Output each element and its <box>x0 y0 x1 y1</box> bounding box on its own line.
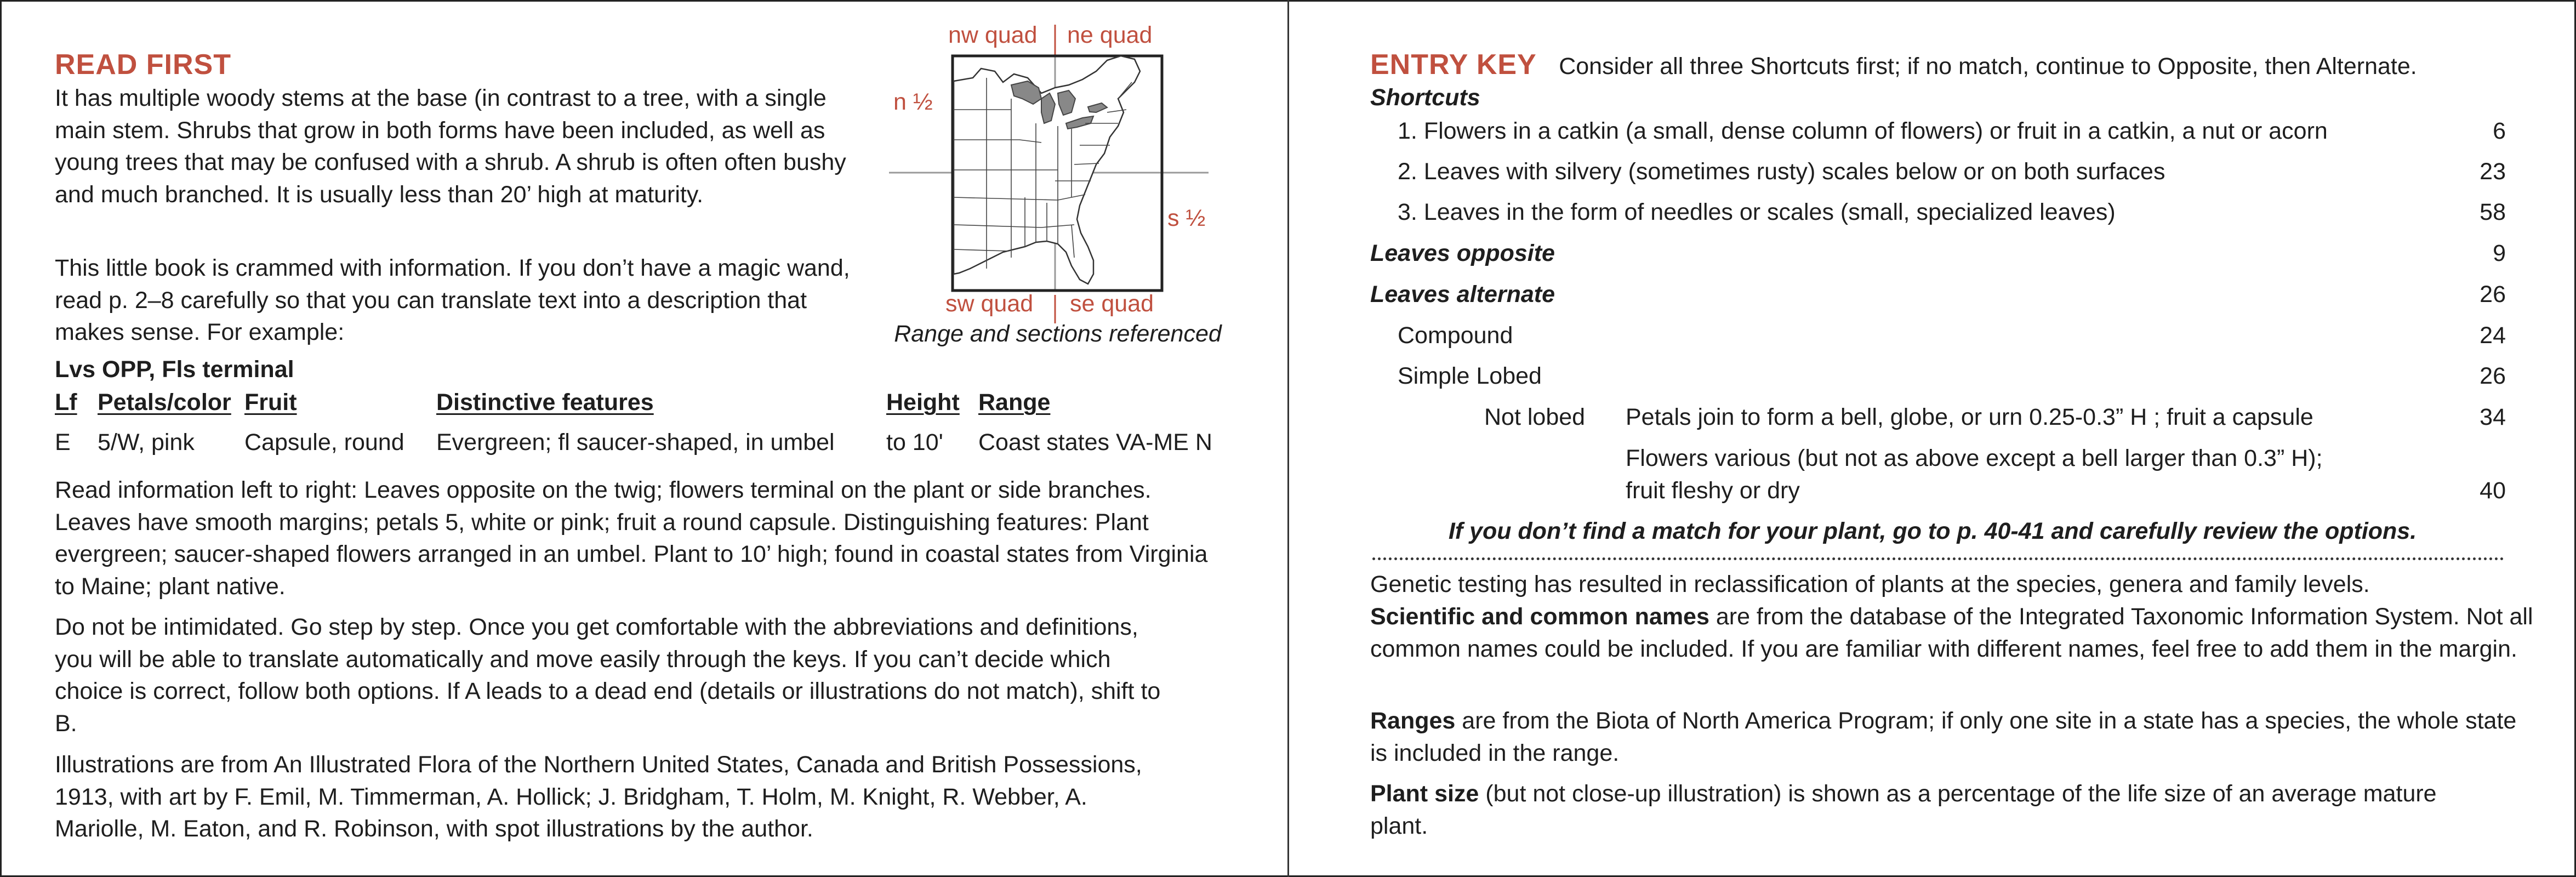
simple-lobed-label: Simple Lobed <box>1398 363 1542 389</box>
shortcut-page: 58 <box>2480 199 2506 225</box>
ranges-paragraph <box>1370 705 2521 769</box>
not-lobed-page-2: 40 <box>2480 477 2506 504</box>
ne-quad-label: ne quad <box>1067 22 1153 48</box>
example-cell-lf: E <box>55 429 71 455</box>
book-paragraph: This little book is crammed with information. If you don’t have a magic wand, read p. 2–8 carefully so that you can translate text into a description that makes sense. For example: <box>55 255 850 345</box>
eastern-us-map <box>877 16 1239 356</box>
n-half-label: n ½ <box>893 89 933 115</box>
size-bold: Plant size <box>1370 781 1479 807</box>
sw-quad-label: sw quad <box>945 291 1034 317</box>
names-bold: Scientific and common names <box>1370 603 1709 630</box>
shortcut-item: 3. Leaves in the form of needles or scales (small, specialized leaves) <box>1398 199 2116 225</box>
read-first-heading: READ FIRST <box>55 49 231 81</box>
leaves-alternate-label: Leaves alternate <box>1370 281 1555 307</box>
example-title: Lvs OPP, Fls terminal <box>55 356 294 383</box>
compound-page: 24 <box>2480 322 2506 349</box>
size-text: (but not close-up illustration) is shown as a percentage of the life size of an average mature plant. <box>1370 781 2437 839</box>
se-quad-label: se quad <box>1070 291 1154 317</box>
ranges-text: are from the Biota of North America Program; if only one site in a state has a species, the whole state is included in the range. <box>1370 708 2517 766</box>
no-match-note: If you don’t find a match for your plant, go to p. 40-41 and carefully review the options. <box>1448 518 2417 544</box>
left-page <box>0 0 1287 877</box>
dotted-separator <box>1372 557 2504 560</box>
example-header-lf: Lf <box>55 389 77 415</box>
illustrations-paragraph: Illustrations are from An Illustrated Flora of the Northern United States, Canada and British Possessions, 1913, with art by F. Emil, M. Timmerman, A. Hollick; J. Bridgham, T. Holm, M. Knight, R. Webber, A. Mariolle, M. Eaton, and R. Robinson, with spot illustrations by the author. <box>55 751 1142 842</box>
ranges-bold: Ranges <box>1370 708 1456 734</box>
s-half-label: s ½ <box>1167 205 1206 231</box>
example-header-fruit: Fruit <box>244 389 297 415</box>
compound-label: Compound <box>1398 322 1513 349</box>
example-header-range: Range <box>978 389 1051 415</box>
intimidated-paragraph: Do not be intimidated. Go step by step. Once you get comfortable with the abbreviations and definitions, you will be able to translate automatically and move easily through the keys. If you can’t decide which choice is correct, follow both options. If A leads to a dead end (details or illustrations do not match), shift to B. <box>55 614 1161 737</box>
example-cell-petals: 5/W, pink <box>98 429 195 455</box>
not-lobed-option-1: Petals join to form a bell, globe, or urn 0.25-0.3” H ; fruit a capsule <box>1626 404 2313 430</box>
leaves-alternate-page: 26 <box>2480 281 2506 307</box>
shortcuts-label: Shortcuts <box>1370 84 1480 111</box>
read-info-paragraph: Read information left to right: Leaves opposite on the twig; flowers terminal on the plant or side branches. Leaves have smooth margins; petals 5, white or pink; fruit a round capsule. Distinguishing features: Plant evergreen; saucer-shaped flowers arranged in an umbel. Plant to 10’ high; found in coastal states from Virginia to Maine; plant native. <box>55 477 1208 600</box>
example-cell-fruit: Capsule, round <box>244 429 404 455</box>
leaves-opposite-label: Leaves opposite <box>1370 240 1555 266</box>
names-paragraph <box>1370 601 2543 665</box>
shortcut-page: 23 <box>2480 158 2506 185</box>
shortcut-item: 2. Leaves with silvery (sometimes rusty) scales below or on both surfaces <box>1398 158 2165 185</box>
leaves-opposite-page: 9 <box>2493 240 2506 266</box>
genetic-paragraph: Genetic testing has resulted in reclassification of plants at the species, genera and family levels. <box>1370 571 2370 597</box>
not-lobed-label: Not lobed <box>1484 404 1586 430</box>
entry-key-heading: ENTRY KEY <box>1370 49 1537 81</box>
nw-quad-label: nw quad <box>948 22 1038 48</box>
example-header-height: Height <box>886 389 960 415</box>
map-caption: Range and sections referenced <box>894 321 1222 347</box>
simple-lobed-page: 26 <box>2480 363 2506 389</box>
example-cell-features: Evergreen; fl saucer-shaped, in umbel <box>436 429 835 455</box>
intro-paragraph: It has multiple woody stems at the base (in contrast to a tree, with a single main stem. Shrubs that grow in both forms have been included, as well as young trees that may be confused with a shrub. A shrub is often often bushy and much branched. It is usually less than 20’ high at maturity. <box>55 85 846 208</box>
names-text: are from the database of the Integrated Taxonomic Information System. Not all common names could be included. If you are familiar with different names, feel free to add them in the margin. <box>1370 603 2533 662</box>
not-lobed-page-1: 34 <box>2480 404 2506 430</box>
not-lobed-option-2-line-2: fruit fleshy or dry <box>1626 477 1800 504</box>
shortcut-item: 1. Flowers in a catkin (a small, dense column of flowers) or fruit in a catkin, a nut or acorn <box>1398 118 2328 144</box>
shortcut-page: 6 <box>2493 118 2506 144</box>
example-header-features: Distinctive features <box>436 389 654 415</box>
example-cell-height: to 10' <box>886 429 943 455</box>
range-map <box>877 16 1239 356</box>
entry-key-note: Consider all three Shortcuts first; if no match, continue to Opposite, then Alternate. <box>1559 53 2417 79</box>
entry-key-header <box>1370 48 2417 81</box>
example-header-petals: Petals/color <box>98 389 231 415</box>
example-cell-range: Coast states VA-ME N <box>978 429 1212 455</box>
right-page <box>1289 0 2576 877</box>
size-paragraph <box>1370 778 2488 842</box>
not-lobed-option-2-line-1: Flowers various (but not as above except a bell larger than 0.3” H); <box>1626 445 2323 471</box>
